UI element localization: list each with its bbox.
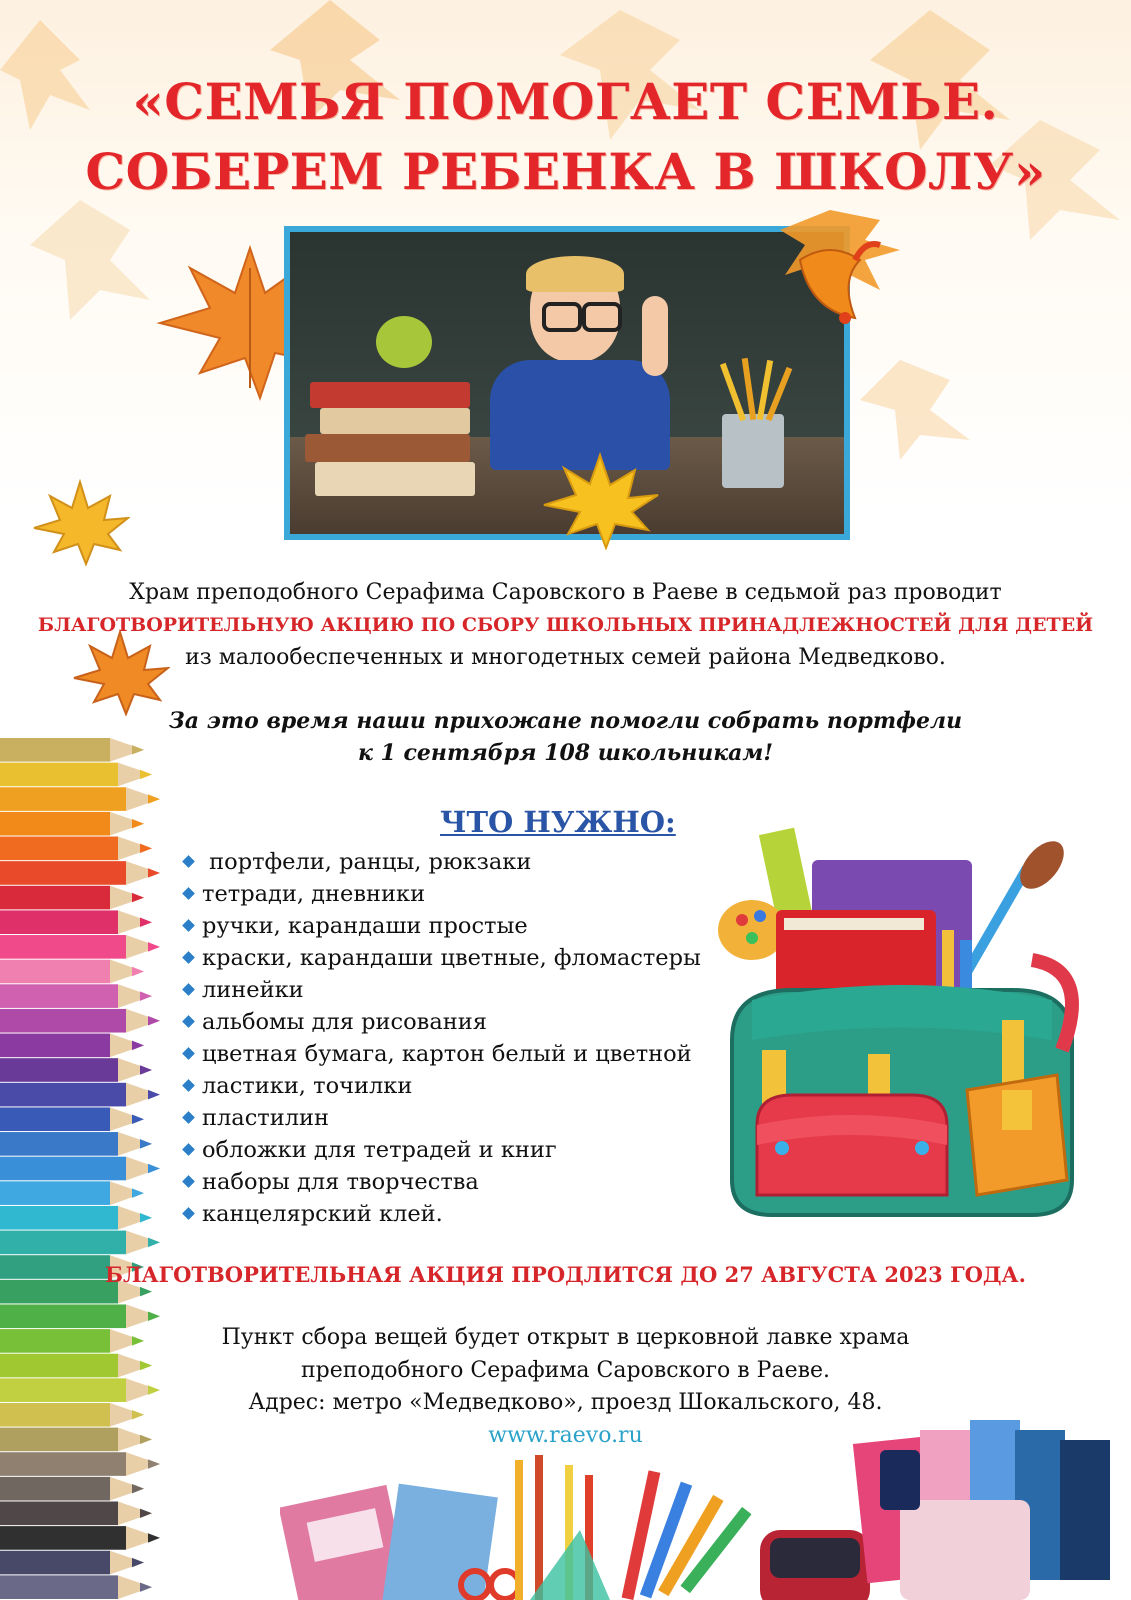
pencil-lead [140, 1287, 152, 1296]
pencil-lead [132, 1115, 144, 1124]
pencil-lead [140, 1213, 152, 1222]
list-item: наборы для творчества [184, 1166, 701, 1198]
pencil-lead [132, 1558, 144, 1567]
diamond-bullet-icon [182, 1015, 195, 1028]
pencil-lead [148, 1090, 160, 1099]
pencil-body [0, 1009, 126, 1033]
diamond-bullet-icon [182, 951, 195, 964]
backpack-icon [712, 820, 1092, 1240]
diamond-bullet-icon [182, 983, 195, 996]
pencil-lead [132, 893, 144, 902]
pencil-body [0, 1181, 110, 1205]
school-supplies-icon [280, 1420, 1131, 1600]
diamond-bullet-icon [182, 1207, 195, 1220]
collection-address: Адрес: метро «Медведково», проезд Шокальского, 48. [248, 1390, 883, 1415]
maple-leaf-icon [30, 478, 130, 568]
list-item: обложки для тетрадей и книг [184, 1134, 701, 1166]
maple-leaf-icon [70, 628, 170, 718]
pencil-lead [132, 1484, 144, 1493]
pencil-body [0, 787, 126, 811]
pencil-lead [148, 1164, 160, 1173]
pencil-body [0, 763, 118, 787]
pencil-lead [132, 1041, 144, 1050]
pencil-lead [148, 868, 160, 877]
pencil-body [0, 1231, 126, 1255]
pencil-lead [140, 917, 152, 926]
list-item: канцелярский клей. [184, 1198, 701, 1230]
pencil-body [0, 837, 118, 861]
list-item: линейки [184, 974, 701, 1006]
poster-title-line1: «СЕМЬЯ ПОМОГАЕТ СЕМЬЕ. [132, 72, 999, 131]
pencil-body [0, 1551, 110, 1575]
list-item: пластилин [184, 1102, 701, 1134]
pencil-lead [140, 1139, 152, 1148]
pencil-body [0, 1206, 118, 1230]
achievement-text-line1: За это время наши прихожане помогли собрать портфели [168, 708, 963, 734]
pencil-lead [148, 1459, 160, 1468]
pencil-lead [148, 942, 160, 951]
pencil-body [0, 935, 126, 959]
pencil-body [0, 984, 118, 1008]
pencil-lead [140, 1065, 152, 1074]
intro-text-line2-highlight: БЛАГОТВОРИТЕЛЬНУЮ АКЦИЮ ПО СБОРУ ШКОЛЬНЫХ ПРИНАДЛЕЖНОСТЕЙ ДЛЯ ДЕТЕЙ [37, 614, 1094, 636]
pencil-body [0, 886, 110, 910]
pencil-body [0, 812, 110, 836]
achievement-text-line2: к 1 сентября 108 школьникам! [358, 740, 773, 766]
pencil-lead [132, 745, 144, 754]
pencil-lead [140, 844, 152, 853]
pencil-body [0, 1132, 118, 1156]
pencil-body [0, 1452, 126, 1476]
pencil-lead [148, 1016, 160, 1025]
list-item: тетради, дневники [184, 878, 701, 910]
maple-leaf-icon [540, 450, 660, 550]
pencil-body [0, 1083, 126, 1107]
website-link[interactable]: www.raevo.ru [488, 1423, 643, 1448]
pencil-body [0, 910, 118, 934]
pencil-body [0, 1575, 118, 1599]
needs-list [184, 846, 701, 1230]
pencil-lead [148, 794, 160, 803]
pencil-lead [132, 967, 144, 976]
pencil-lead [140, 1509, 152, 1518]
intro-text-line3: из малообеспеченных и многодетных семей района Медведково. [185, 645, 946, 670]
diamond-bullet-icon [182, 1079, 195, 1092]
pencil-body [0, 1107, 110, 1131]
pencil-body [0, 1157, 126, 1181]
pencil-lead [140, 770, 152, 779]
list-item: ручки, карандаши простые [184, 910, 701, 942]
diamond-bullet-icon [182, 1111, 195, 1124]
pencil-body [0, 1526, 126, 1550]
list-item: цветная бумага, картон белый и цветной [184, 1038, 701, 1070]
colored-pencils-icon [0, 738, 170, 1600]
collection-point-line2: преподобного Серафима Саровского в Раеве. [301, 1358, 830, 1383]
pencil-body [0, 861, 126, 885]
pencil-lead [132, 819, 144, 828]
diamond-bullet-icon [182, 1143, 195, 1156]
list-item: портфели, ранцы, рюкзаки [184, 846, 701, 878]
pencil-lead [148, 1312, 160, 1321]
pencil-lead [140, 991, 152, 1000]
list-item: альбомы для рисования [184, 1006, 701, 1038]
diamond-bullet-icon [182, 1047, 195, 1060]
school-bell-icon [770, 200, 910, 330]
diamond-bullet-icon [182, 919, 195, 932]
pencil-body [0, 738, 110, 762]
list-item: ластики, точилки [184, 1070, 701, 1102]
deadline-notice: БЛАГОТВОРИТЕЛЬНАЯ АКЦИЯ ПРОДЛИТСЯ ДО 27 АВГУСТА 2023 ГОДА. [105, 1262, 1026, 1287]
pencil-body [0, 960, 110, 984]
diamond-bullet-icon [182, 887, 195, 900]
pencil-lead [148, 1238, 160, 1247]
collection-point-line1: Пункт сбора вещей будет открыт в церковной лавке храма [221, 1325, 910, 1350]
pencil-body [0, 1058, 118, 1082]
needs-heading: ЧТО НУЖНО: [440, 805, 676, 839]
diamond-bullet-icon [182, 1175, 195, 1188]
poster-title-line2: СОБЕРЕМ РЕБЕНКА В ШКОЛУ» [85, 142, 1046, 201]
pencil-lead [148, 1533, 160, 1542]
pencil-body [0, 1501, 118, 1525]
diamond-bullet-icon [182, 855, 195, 868]
pencil-body [0, 1477, 110, 1501]
list-item: краски, карандаши цветные, фломастеры [184, 942, 701, 974]
pencil-lead [140, 1582, 152, 1591]
pencil-body [0, 1034, 110, 1058]
intro-text-line1: Храм преподобного Серафима Саровского в Раеве в седьмой раз проводит [129, 580, 1002, 605]
pencil-lead [132, 1188, 144, 1197]
